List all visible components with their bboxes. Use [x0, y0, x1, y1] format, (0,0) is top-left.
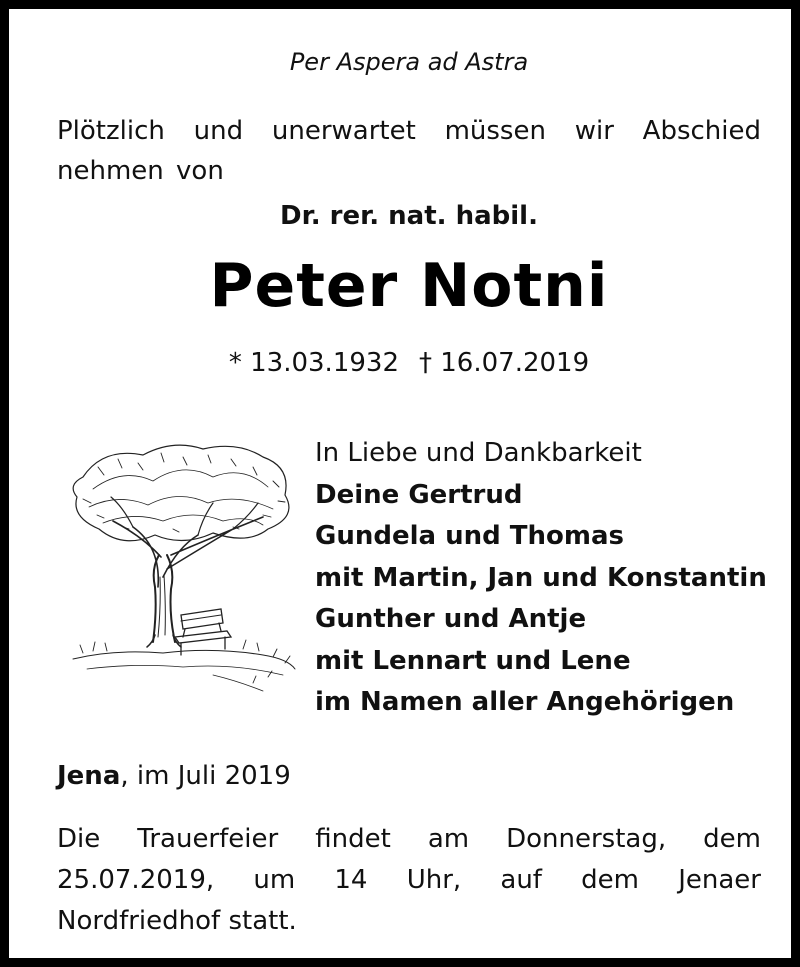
- academic-title: Dr. rer. nat. habil.: [280, 201, 538, 231]
- mourner-line: im Namen aller Angehörigen: [315, 687, 735, 717]
- mourners-list: [315, 433, 785, 724]
- place-and-date: [57, 756, 761, 796]
- mourners-lead: In Liebe und Dankbarkeit: [315, 438, 642, 468]
- motto: Per Aspera ad Astra: [289, 48, 529, 76]
- funeral-line-3: Nordfriedhof statt.: [57, 906, 297, 936]
- intro-text: [57, 111, 761, 191]
- birth-date: * 13.03.1932: [228, 348, 399, 378]
- mourner-line: Gundela und Thomas: [315, 521, 625, 551]
- intro-line-2: nehmen von: [57, 156, 224, 186]
- funeral-line-2: 25.07.2019, um 14 Uhr, auf dem Jenaer: [57, 865, 761, 895]
- death-date: † 16.07.2019: [419, 348, 590, 378]
- mourner-line: mit Lennart und Lene: [315, 645, 631, 676]
- funeral-line-1: Die Trauerfeier findet am Donnerstag, dem: [57, 824, 761, 854]
- intro-line-1: Plötzlich und unerwartet müssen wir Abschied: [57, 116, 761, 146]
- mourner-line: mit Martin, Jan und Konstantin: [315, 562, 767, 593]
- mourner-line: Gunther und Antje: [315, 604, 587, 634]
- deceased-name: Peter Notni: [209, 251, 609, 321]
- life-dates: [9, 343, 800, 383]
- tree-with-bench-illustration: [63, 437, 301, 693]
- place-city: Jena: [57, 761, 121, 791]
- funeral-announcement: [57, 819, 761, 942]
- place-date: , im Juli 2019: [120, 761, 291, 791]
- mourner-line: Deine Gertrud: [315, 479, 523, 510]
